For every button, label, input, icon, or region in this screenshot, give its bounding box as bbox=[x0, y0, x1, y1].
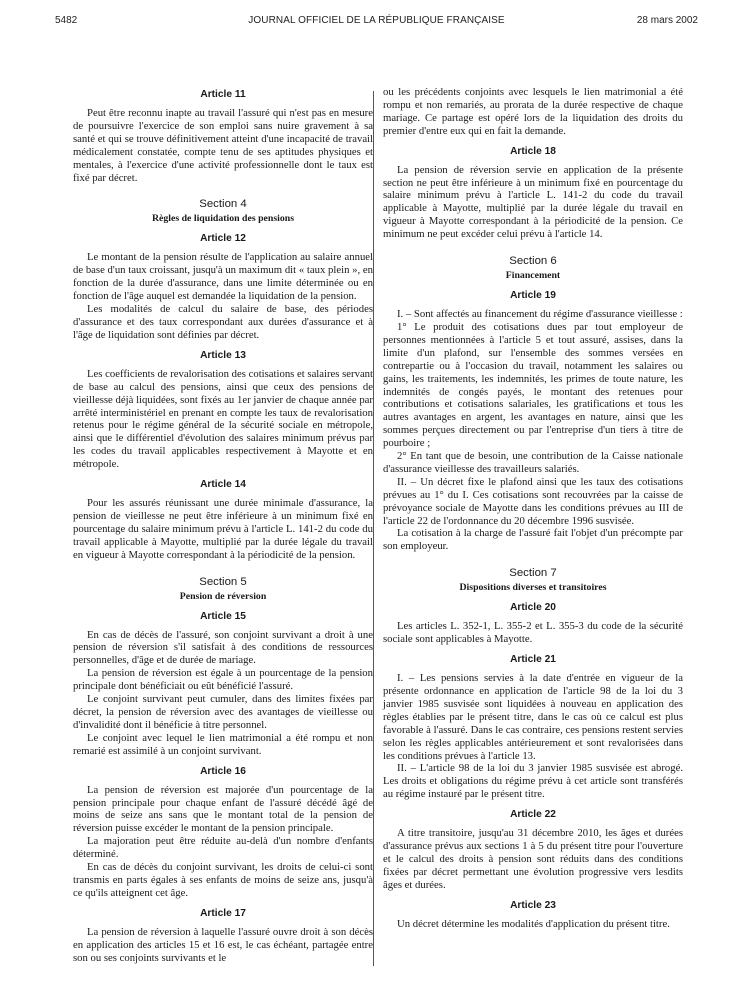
article-20-para-1: Les articles L. 352-1, L. 355-2 et L. 355-3 du code de la sécurité sociale sont applicables à Mayotte. bbox=[383, 620, 683, 646]
article-20-title: Article 20 bbox=[510, 602, 556, 614]
article-22-title: Article 22 bbox=[510, 809, 556, 821]
article-11-para-1: Peut être reconnu inapte au travail l'assuré qui n'est pas en mesure de poursuivre l'exercice de son emploi sans nuire gravement à sa santé et qui se trouve définitivement atteint d'une incapacité de travail médicalement constatée, compte tenu de ses aptitudes physiques et mentales, à l'exercice d'une activité professionnelle dont le taux est fixé par décret. bbox=[73, 107, 373, 184]
article-13-para-1: Les coefficients de revalorisation des cotisations et salaires servant de base au calcul des pensions, ainsi que ceux des pensions de vieillesse déjà liquidées, sont fixés au 1er janvier de chaque année par arrêté interministériel en prenant en compte les taux de revalorisation retenus pour le régime général de la sécurité sociale en métropole, ainsi que le différentiel d'évolution des salaires minimum prévus par les codes du travail applicables respectivement à Mayotte et en métropole. bbox=[73, 367, 373, 471]
article-19-para-2: 1° Le produit des cotisations dues par tout employeur de personnes mentionnées à l'article 5 et tout assuré, assises, dans la limite d'un plafond, sur l'ensemble des sommes versées en contrepartie ou à l'occasion du travail, notamment les salaires ou gains, les traitements, les indemnités, les primes de toute nature, les indemnités de congés payés, le montant des retenues pour contributions et cotisations salariales, les gratifications et tous les autres avantages en argent, les avantages en nature, ainsi que les sommes perçues directement ou par l'entreprise d'un tiers à titre de pourboire ; bbox=[383, 320, 683, 450]
article-15-title: Article 15 bbox=[200, 610, 246, 622]
article-18-para-1: La pension de réversion servie en application de la présente section ne peut être inférieure à un minimum fixé en pourcentage du salaire minimum prévu à l'article L. 141-2 du code du travail applicable à Mayotte, multiplié par la durée légale du travail en vigueur à Mayotte correspondant à la périodicité de la pension. Ce minimum ne peut excéder celui prévu à l'article 14. bbox=[383, 163, 683, 241]
right-column bbox=[383, 86, 683, 931]
article-17-para-1: La pension de réversion à laquelle l'assuré ouvre droit à son décès en application des articles 15 et 16 est, le cas échéant, partagée entre son ou ses conjoints survivants et le bbox=[73, 925, 373, 964]
article-12-title: Article 12 bbox=[200, 233, 246, 245]
article-15-para-1: En cas de décès de l'assuré, son conjoint survivant a droit à une pension de réversion s'il satisfait à des conditions de ressources personnelles, d'âge et de durée de mariage. bbox=[73, 628, 373, 667]
article-13-title: Article 13 bbox=[200, 349, 246, 361]
section-7-label: Section 7 bbox=[509, 567, 557, 580]
section-4-title: Règles de liquidation des pensions bbox=[151, 213, 295, 225]
article-22-para-1: A titre transitoire, jusqu'au 31 décembre 2010, les âges et durées d'assurance prévus aux sections 1 à 5 du présent titre pour l'ouverture et le calcul des droits à pension sont réduits dans des conditions fixées par décret permettant une évolution progressive vers lesdits âges et durées. bbox=[383, 827, 683, 891]
article-19-para-4: II. – Un décret fixe le plafond ainsi que les taux des cotisations prévues au 1° du I. Ces cotisations sont recouvrées par la caisse de prévoyance sociale de Mayotte dans les conditions prévues au III de l'article 22 de l'ordonnance du 20 décembre 1996 susvisée. bbox=[383, 475, 683, 527]
section-6-label: Section 6 bbox=[509, 255, 557, 268]
section-7-title: Dispositions diverses et transitoires bbox=[459, 582, 607, 594]
article-16-para-1: La pension de réversion est majorée d'un pourcentage de la pension principale pour chaque enfant de l'assuré décédé âgé de moins de seize ans sans que le montant total de la pension de réversion puisse excéder le montant de la pension principale. bbox=[73, 783, 373, 835]
article-21-para-2: II. – L'article 98 de la loi du 3 janvier 1985 susvisée est abrogé. Les droits et obligations du régime prévu à cet article sont transférés au régime instauré par le présent titre. bbox=[383, 762, 683, 801]
column-divider bbox=[373, 91, 374, 966]
article-23-para-1: Un décret détermine les modalités d'application du présent titre. bbox=[397, 917, 670, 930]
article-17-continuation: ou les précédents conjoints avec lesquels le lien matrimonial a été rompu et non remariés, au prorata de la durée respective de chaque mariage. Ce partage est opéré lors de la liquidation des droits du premier d'entre eux qui en fait la demande. bbox=[383, 86, 683, 137]
article-15-para-3: Le conjoint survivant peut cumuler, dans des limites fixées par décret, la pension de réversion avec des avantages de vieillesse ou d'invalidité dont il bénéficie à titre personnel. bbox=[73, 693, 373, 731]
article-11-title: Article 11 bbox=[200, 89, 246, 100]
article-12-para-2: Les modalités de calcul du salaire de base, des périodes d'assurance et des taux correspondant aux durées d'assurance et à l'âge de liquidation sont définies par décret. bbox=[73, 303, 373, 341]
article-12-para-1: Le montant de la pension résulte de l'application au salaire annuel de base d'un taux croissant, jusqu'à un maximum dit « taux plein », en fonction de la durée d'assurance, dans une limite déterminée ou en fonction de l'âge auquel est demandée la liquidation de la pension. bbox=[73, 251, 373, 303]
article-21-title: Article 21 bbox=[510, 654, 556, 666]
page-number: 5482 bbox=[55, 15, 78, 26]
section-5-label: Section 5 bbox=[199, 575, 247, 588]
article-19-para-5: La cotisation à la charge de l'assuré fait l'objet d'un précompte par son employeur. bbox=[383, 527, 683, 553]
journal-title: JOURNAL OFFICIEL DE LA RÉPUBLIQUE FRANÇAISE bbox=[248, 15, 505, 26]
article-19-title: Article 19 bbox=[510, 290, 556, 302]
article-19-para-3: 2° En tant que de besoin, une contribution de la Caisse nationale d'assurance vieillesse des travailleurs salariés. bbox=[383, 450, 683, 475]
article-14-title: Article 14 bbox=[200, 479, 246, 491]
article-23-title: Article 23 bbox=[510, 899, 556, 911]
article-15-para-4: Le conjoint avec lequel le lien matrimonial a été rompu et non remarié est assimilé à un conjoint survivant. bbox=[73, 731, 373, 757]
left-column bbox=[73, 89, 373, 965]
article-14-para-1: Pour les assurés réunissant une durée minimale d'assurance, la pension de vieillesse ne peut être inférieure à un minimum fixé en pourcentage du salaire minimum prévu à l'article L. 141-2 du code du travail applicable à Mayotte, multiplié par la durée légale du travail en vigueur à Mayotte correspondant à la périodicité de la pension. bbox=[73, 497, 373, 561]
publication-date: 28 mars 2002 bbox=[636, 15, 698, 26]
page-header bbox=[55, 11, 698, 31]
article-16-title: Article 16 bbox=[200, 765, 246, 777]
article-19-para-1: I. – Sont affectés au financement du régime d'assurance vieillesse : bbox=[397, 308, 683, 321]
article-15-para-2: La pension de réversion est égale à un pourcentage de la pension principale dont bénéficiait ou eût bénéficié l'assuré. bbox=[73, 667, 373, 693]
section-4-label: Section 4 bbox=[199, 198, 247, 211]
article-17-title: Article 17 bbox=[200, 907, 246, 919]
section-5-title: Pension de réversion bbox=[179, 590, 267, 602]
article-21-para-1: I. – Les pensions servies à la date d'entrée en vigueur de la présente ordonnance en application de l'article 98 de la loi du 3 janvier 1985 susvisée sont liquidées à nouveau en application des règles établies par le présent titre, dans le cas où ce calcul est plus favorable à l'assuré. Dans le cas contraire, ces pensions restent servies selon les règles applicables antérieurement et sont revalorisées dans les conditions prévues à l'article 13. bbox=[383, 672, 683, 762]
section-6-title: Financement bbox=[505, 270, 561, 282]
article-16-para-2: La majoration peut être réduite au-delà d'un nombre d'enfants déterminé. bbox=[73, 835, 373, 861]
article-18-title: Article 18 bbox=[510, 145, 556, 157]
article-16-para-3: En cas de décès du conjoint survivant, les droits de celui-ci sont transmis en parts égales à ses enfants de moins de seize ans, jusqu'à ce qu'ils atteignent cet âge. bbox=[73, 861, 373, 899]
